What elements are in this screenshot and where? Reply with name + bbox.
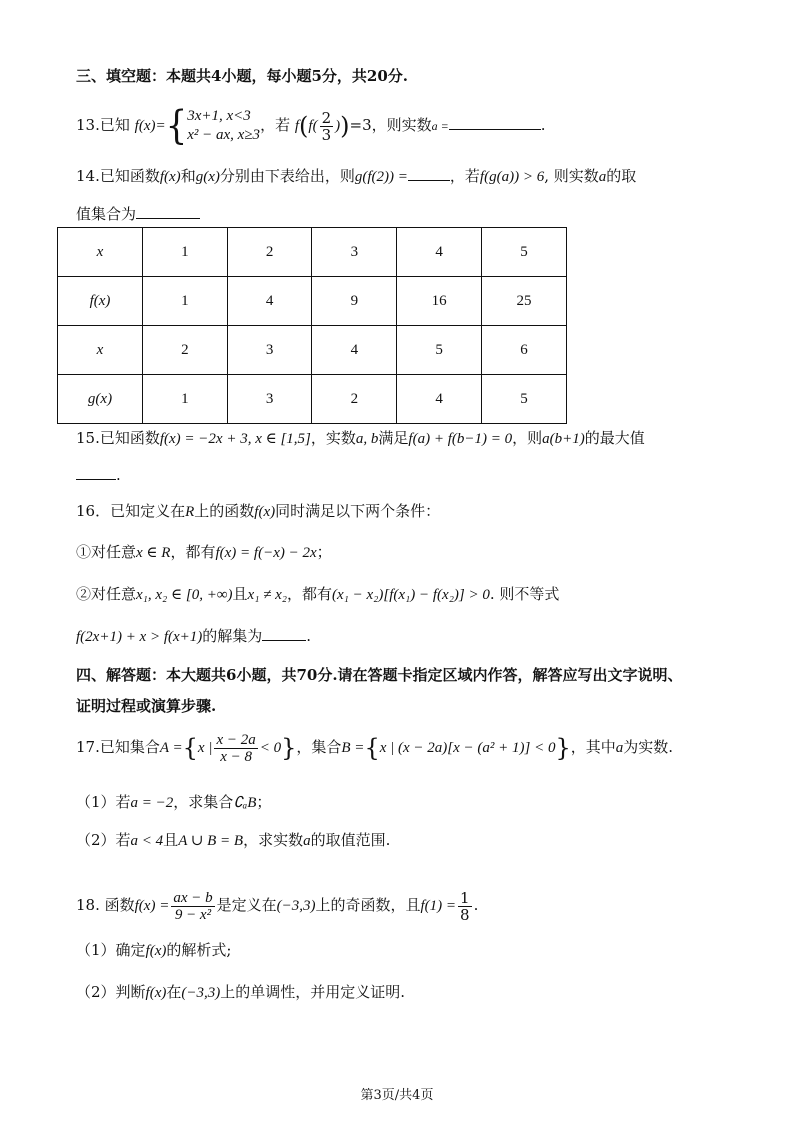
q17-set-A: A =: [159, 740, 183, 756]
q18-p2-text-b: 在: [166, 983, 182, 1001]
q18-f1-num: 1: [460, 888, 470, 907]
q17-p1-text-b: ，求集合: [173, 793, 234, 811]
q18-p1-fx: f(x): [145, 943, 167, 959]
page-number: 第3页/共4页: [360, 1088, 434, 1103]
q15-end: .: [116, 466, 121, 484]
q16-fx: f(x): [254, 504, 276, 520]
q16-text-b: 上的函数: [194, 502, 255, 520]
table-cell: 1: [143, 277, 228, 326]
table-cell: 5: [482, 228, 567, 277]
q18-p1-text-a: （1）确定: [76, 941, 146, 959]
question-18-part-1: [76, 940, 231, 961]
q13-fx: f(x)=: [134, 118, 166, 134]
q17-p1-text-a: （1）若: [76, 793, 131, 811]
q15-vars: a, b: [355, 431, 379, 447]
q17-p1-condition: a = −2: [130, 795, 174, 811]
q16-R: R: [185, 504, 195, 520]
q18-fraction: [171, 890, 214, 923]
question-16-condition-2: [76, 584, 559, 605]
q16-inequality: f(2x+1) + x > f(x+1): [76, 629, 203, 645]
brace-close-icon: }: [555, 734, 571, 762]
q14-and: 和: [180, 167, 196, 185]
table-row: [58, 277, 567, 326]
q16-c1-domain: x ∈ R: [136, 545, 171, 561]
q15-answer-blank[interactable]: [76, 465, 116, 480]
table-cell: 2: [143, 326, 228, 375]
q13-case-2: x² − ax, x≥3: [187, 127, 261, 143]
section4-header-line-1: 四、解答题：本大题共6小题，共70分.请在答题卡指定区域内作答，解答应写出文字说明、: [76, 666, 683, 684]
table-cell: 3: [227, 326, 312, 375]
table-cell: 4: [397, 228, 482, 277]
q16-end: .: [306, 627, 312, 645]
section3-header: 三、填空题：本题共4小题，每小题5分，共20分.: [76, 67, 408, 85]
table-cell: 5: [482, 375, 567, 424]
q16-c1-text-b: ，都有: [170, 543, 216, 561]
question-15-line-2: [76, 465, 121, 485]
question-16-line-4: [76, 626, 311, 647]
q17-p2-condition: a < 4: [130, 833, 164, 849]
q15-text-e: 的最大值: [584, 429, 645, 447]
q14-gx: g(x): [195, 169, 220, 185]
q13-number: 13.: [76, 116, 100, 134]
q17-frac-num: x − 2a: [216, 731, 256, 748]
q17-fraction: [214, 732, 257, 765]
table-cell: 4: [312, 326, 397, 375]
paren-close-icon: ): [340, 112, 350, 140]
q15-text-d: ，则: [512, 429, 543, 447]
brace-close-icon: }: [281, 734, 297, 762]
q18-end: .: [473, 896, 479, 914]
question-18-line-1: [76, 886, 478, 928]
table-cell: f(x): [58, 277, 143, 326]
question-17-part-1: [76, 792, 271, 813]
q17-p1-end: ；: [256, 793, 272, 811]
q13-expr-outer: f: [294, 118, 300, 134]
question-18-part-2: [76, 982, 405, 1003]
q17-p1-complement: ∁ₐB: [233, 795, 257, 811]
table-cell: g(x): [58, 375, 143, 424]
q15-function: f(x) = −2x + 3, x ∈ [1,5]: [159, 431, 311, 447]
table-cell: 16: [397, 277, 482, 326]
q18-text-b: 是定义在: [216, 896, 277, 914]
table-cell: 2: [312, 375, 397, 424]
q18-text-a: 18. 函数: [76, 896, 135, 914]
q13-frac-den: 3: [321, 125, 332, 144]
q17-set-A-prefix: x |: [197, 740, 213, 756]
q18-fx: f(x) =: [134, 898, 170, 914]
q14-text-d: , 则实数: [544, 167, 599, 185]
table-cell: 3: [227, 375, 312, 424]
q14-answer-blank-2[interactable]: [136, 204, 200, 219]
q15-text-b: ，实数: [310, 429, 356, 447]
q18-p2-text-c: 上的单调性，并用定义证明.: [220, 983, 406, 1001]
q18-p2-interval: (−3,3): [181, 985, 221, 1001]
q15-condition: f(a) + f(b−1) = 0: [408, 431, 513, 447]
table-row: [58, 326, 567, 375]
question-14-line-2: [76, 204, 200, 224]
q15-text-a: 15.已知函数: [76, 429, 160, 447]
table-cell: 4: [397, 375, 482, 424]
q13-fraction: [320, 110, 334, 143]
q16-text-a: 16．已知定义在: [76, 502, 186, 520]
question-17-line-1: [76, 728, 673, 770]
q18-frac-num: ax − b: [173, 889, 213, 906]
q16-c2-text-b: 且: [232, 585, 248, 603]
q18-p2-fx: f(x): [145, 985, 167, 1001]
question-17-part-2: [76, 830, 390, 851]
q18-f1-den: 8: [460, 905, 470, 924]
q14-condition: f(g(a)) > 6: [479, 169, 545, 185]
q17-text-a: 17.已知集合: [76, 738, 160, 756]
q17-frac-den: x − 8: [220, 748, 252, 765]
question-16-line-1: [76, 501, 440, 522]
q16-c2-text-a: ②对任意: [76, 585, 137, 603]
q16-c2-inequality: (x₁ − x₂)[f(x₁) − f(x₂)] > 0: [332, 587, 490, 603]
q17-set-B-def: x | (x − 2a)[x − (a² + 1)] < 0: [379, 740, 556, 756]
q17-p2-var: a: [303, 833, 311, 849]
q18-p1-text-b: 的解析式;: [166, 941, 232, 959]
q16-c2-not-equal: x₁ ≠ x₂: [247, 587, 288, 603]
section4-header-line-2: 证明过程或演算步骤.: [76, 697, 217, 715]
q13-var: a =: [431, 119, 449, 133]
q16-text-c: 同时满足以下两个条件：: [275, 502, 441, 520]
q14-gf2: g(f(2)) =: [354, 169, 408, 185]
function-table: [57, 227, 567, 424]
q14-text-b: 分别由下表给出，则: [219, 167, 355, 185]
q16-c1-end: ；: [316, 543, 332, 561]
q17-text-b: ，集合: [296, 738, 342, 756]
q14-text-e: 的取: [606, 167, 637, 185]
q17-p2-text-d: 的取值范围.: [310, 831, 391, 849]
q18-frac-den: 9 − x²: [174, 906, 212, 923]
table-cell: 5: [397, 326, 482, 375]
q17-set-B: B =: [341, 740, 365, 756]
q14-answer-blank-1[interactable]: [408, 166, 450, 181]
table-cell: 3: [312, 228, 397, 277]
q18-f1-fraction: [458, 890, 472, 923]
q17-p2-text-a: （2）若: [76, 831, 131, 849]
table-cell: x: [58, 326, 143, 375]
q13-text-if: ，若: [260, 116, 291, 134]
q14-text-a: 14.已知函数: [76, 167, 160, 185]
q17-var-a: a: [615, 740, 624, 756]
q17-p2-union: A ∪ B = B: [178, 833, 244, 849]
q13-text-then: ，则实数: [371, 116, 432, 134]
q13-equals: =3: [349, 116, 372, 134]
table-cell: 1: [143, 375, 228, 424]
q13-expr-close: ): [335, 118, 341, 134]
q14-line-2-text: 值集合为: [76, 205, 137, 223]
question-14-line-1: [76, 166, 636, 187]
q13-piecewise: [187, 107, 260, 145]
table-cell: 2: [227, 228, 312, 277]
q16-c1-equation: f(x) = f(−x) − 2x: [215, 545, 317, 561]
q15-text-c: 满足: [378, 429, 409, 447]
brace-icon: {: [165, 103, 188, 149]
q17-set-A-suffix: < 0: [259, 740, 282, 756]
question-15-line-1: [76, 428, 645, 449]
brace-open-icon: {: [364, 734, 380, 762]
q13-frac-num: 2: [321, 108, 332, 127]
q13-answer-blank[interactable]: [449, 115, 541, 130]
q16-text-e: 的解集为: [202, 627, 263, 645]
q17-text-d: 为实数.: [623, 738, 674, 756]
table-cell: 1: [143, 228, 228, 277]
question-13: [76, 103, 546, 149]
q13-text: 已知: [99, 116, 130, 134]
q17-p2-text-b: 且: [163, 831, 179, 849]
table-row: [58, 228, 567, 277]
table-cell: 6: [482, 326, 567, 375]
q18-p2-text-a: （2）判断: [76, 983, 146, 1001]
q13-expr-inner: f(: [308, 118, 318, 134]
q15-expression: a(b+1): [542, 431, 585, 447]
q14-text-c: ，若: [449, 167, 480, 185]
q13-end: .: [540, 116, 546, 134]
q14-fx: f(x): [159, 169, 181, 185]
table-row: [58, 375, 567, 424]
q16-answer-blank[interactable]: [262, 626, 306, 641]
q16-c2-text-d: . 则不等式: [489, 585, 560, 603]
table-cell: x: [58, 228, 143, 277]
q13-case-1: 3x+1, x<3: [187, 108, 251, 124]
brace-open-icon: {: [182, 734, 198, 762]
question-16-condition-1: [76, 542, 332, 563]
q17-text-c: ，其中: [570, 738, 616, 756]
q17-p2-text-c: ，求实数: [243, 831, 304, 849]
q18-f1: f(1) =: [420, 898, 457, 914]
q18-interval: (−3,3): [276, 898, 316, 914]
table-cell: 4: [227, 277, 312, 326]
q16-c2-text-c: ，都有: [287, 585, 333, 603]
q18-text-c: 上的奇函数，且: [315, 896, 421, 914]
table-cell: 25: [482, 277, 567, 326]
paren-open-icon: (: [299, 112, 309, 140]
q16-c2-domain: x₁, x₂ ∈ [0, +∞): [136, 587, 233, 603]
q16-c1-text-a: ①对任意: [76, 543, 137, 561]
q14-var-a: a: [598, 169, 607, 185]
table-cell: 9: [312, 277, 397, 326]
